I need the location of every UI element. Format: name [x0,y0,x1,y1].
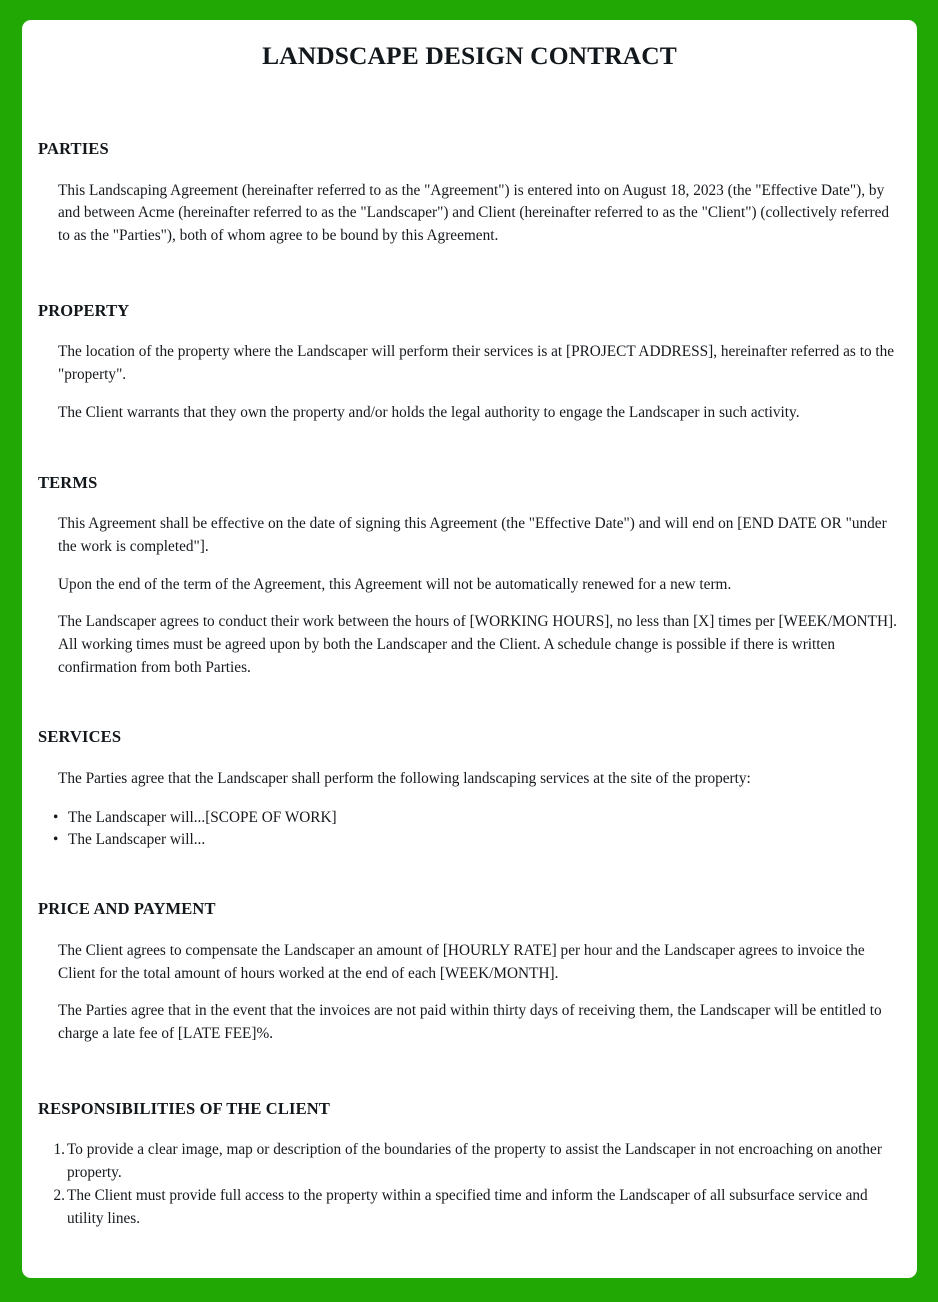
list-item-text: The Landscaper will...[SCOPE OF WORK] [68,808,337,826]
list-item-text: The Client must provide full access to the property within a specified time and inform the Landscaper of all subsurface service and utility lines. [67,1186,868,1227]
list-item [22,807,917,829]
section-heading-responsibilities-of-the-client: RESPONSIBILITIES OF THE CLIENT [38,1098,330,1118]
section-heading-services: SERVICES [38,727,122,747]
spacer-section [22,425,917,473]
list-item [22,1185,917,1231]
document-card [22,20,917,1278]
paragraph: The Client agrees to compensate the Landscaper an amount of [HOURLY RATE] per hour and the Landscaper agrees to invoice the Client for the total amount of hours worked at the end of each [WEEK/MONTH]. [58,941,865,982]
spacer [22,387,917,402]
section-heading-terms: TERMS [38,472,98,492]
paragraph: Upon the end of the term of the Agreement, this Agreement will not be automatically renewed for a new term. [58,575,732,593]
spacer [22,791,917,807]
spacer-section [22,851,917,899]
spacer-section [22,248,917,301]
responsibilities-numbered-list [22,1139,917,1230]
section-parties [22,139,917,248]
spacer-title [22,71,917,139]
section-terms [22,473,917,680]
list-number: 1. [53,1141,65,1159]
spacer [22,493,917,513]
section-property [22,301,917,425]
document-body [22,20,917,1230]
section-heading-parties: PARTIES [38,139,109,159]
list-item-text: The Landscaper will... [68,831,206,848]
spacer [22,160,917,180]
list-item [22,829,917,851]
section-price-and-payment [22,899,917,1045]
spacer [22,559,917,574]
bullet-icon: • [53,808,59,826]
paragraph: The Client warrants that they own the property and/or holds the legal authority to engage the Landscaper in such activity. [58,403,800,421]
paragraph: The Parties agree that the Landscaper shall perform the following landscaping services at the site of the property: [58,770,751,788]
list-item [22,1139,917,1185]
page-title: LANDSCAPE DESIGN CONTRACT [262,41,677,70]
spacer-section [22,679,917,727]
section-responsibilities-of-the-client [22,1099,917,1231]
spacer-section [22,1046,917,1099]
list-number: 2. [53,1186,65,1204]
services-bullet-list [22,807,917,852]
spacer [22,985,917,1000]
bullet-icon: • [53,831,59,848]
section-services [22,727,917,851]
section-heading-price-and-payment: PRICE AND PAYMENT [38,899,216,919]
paragraph: This Landscaping Agreement (hereinafter referred to as the "Agreement") is entered into on August 18, 2023 (the "Effective Date"), by and between Acme (hereinafter referred to as the "Landscaper") and Client (hereinafter referred to as the "Client") (collectively referred to as the "Parties"), both of whom agree to be bound by this Agreement. [58,181,890,245]
spacer [22,596,917,611]
spacer [22,321,917,341]
paragraph: This Agreement shall be effective on the date of signing this Agreement (the "Effective Date") and will end on [END DATE OR "under the work is completed"]. [58,515,887,555]
paragraph: The location of the property where the Landscaper will perform their services is at [PROJECT ADDRESS], hereinafter referred as to the "property". [58,343,895,384]
section-heading-property: PROPERTY [38,300,130,320]
spacer [22,1119,917,1139]
paragraph: The Parties agree that in the event that the invoices are not paid within thirty days of receiving them, the Landscaper will be entitled to charge a late fee of [LATE FEE]%. [58,1002,882,1042]
paragraph: The Landscaper agrees to conduct their work between the hours of [WORKING HOURS], no less than [X] times per [WEEK/MONTH]. All working times must be agreed upon by both the Landscaper and the Client. A schedule change is possible if there is written confirmation from both Parties. [58,613,897,676]
spacer [22,748,917,768]
spacer [22,920,917,940]
list-item-text: To provide a clear image, map or description of the boundaries of the property to assist the Landscaper in not encroaching on another property. [67,1141,882,1182]
